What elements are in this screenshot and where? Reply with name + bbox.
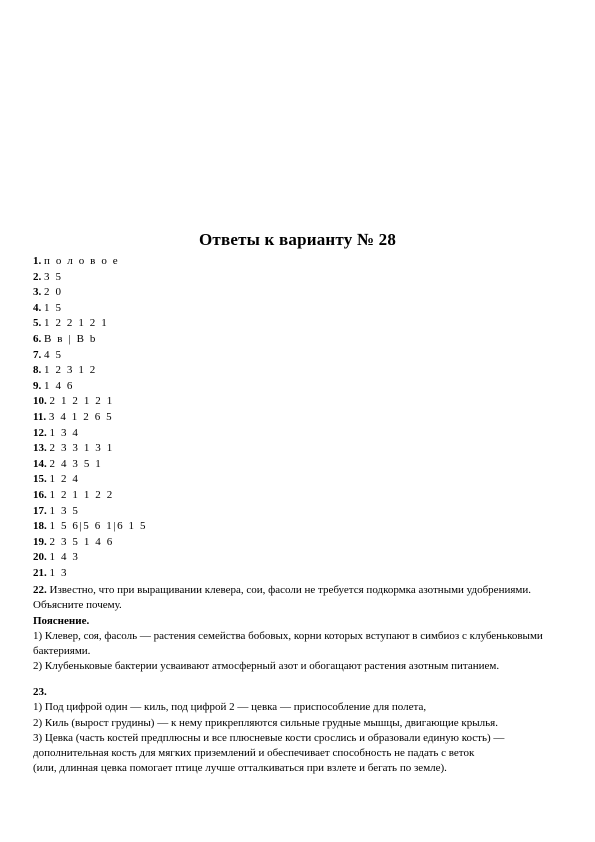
answer-value: В в | В b [44,332,97,345]
answer-value: п о л о в о е [44,255,120,267]
answer-row [33,394,573,410]
answer-number: 2. [33,270,42,283]
answer-value: 3 5 [44,270,63,283]
answer-number: 14. [33,457,47,470]
answer-value: 2 3 5 1 4 6 [49,535,114,548]
explanation-label: Пояснение. [33,614,90,627]
explanation-point: 1) Клевер, соя, фасоль — растения семейства бобовых, корни которых вступают в симбиоз с клубеньковыми бактериями. [33,629,543,658]
answer-number: 19. [33,535,47,548]
answer-row [33,285,573,301]
answer-value: 1 2 2 1 2 1 [44,317,109,330]
answer-row [33,348,573,364]
answer-row [33,472,573,488]
answer-value: 2 0 [44,286,63,299]
answer-number: 18. [33,520,47,533]
answer-row [33,301,573,317]
answer-value: 1 5 6|5 6 1|6 1 5 [49,520,148,533]
answer-number: 16. [33,488,47,501]
answer-number: 8. [33,364,42,377]
answer-value: 1 2 4 [49,473,80,486]
question-text: Известно, что при выращивании клевера, сои, фасоли не требуется подкормка азотными удобрениями. Объясните почему. [33,584,531,612]
answer-value: 1 3 [49,566,69,579]
explanation-point: 2) Клубеньковые бактерии усваивают атмосферный азот и обогащают растения азотным питанием. [33,660,500,673]
answer-value: 2 4 3 5 1 [49,457,103,470]
answer-number: 11. [33,410,47,423]
answer-row [33,379,573,395]
answer-value: 2 3 3 1 3 1 [49,442,114,455]
page-title: Ответы к варианту № 28 [198,230,397,249]
answer-row [33,488,573,504]
answer-value: 1 3 5 [49,504,80,517]
answer-number: 1. [33,255,42,267]
answer-number: 4. [33,301,42,314]
answer-number: 17. [33,504,47,517]
answer-point: (или, длинная цевка помогает птице лучше отталкиваться при взлете и бегать по земле). [33,762,447,775]
answer-row [33,535,573,551]
question-number: 22. [33,584,47,596]
answer-value: 1 4 3 [49,551,80,564]
answer-value: 1 5 [44,301,63,314]
answer-row [33,410,573,426]
answer-value: 2 1 2 1 2 1 [49,395,114,408]
answer-number: 9. [33,379,42,392]
answer-row [33,519,573,535]
answer-number: 13. [33,442,47,455]
answer-row [33,550,573,566]
answer-point: 1) Под цифрой один — киль, под цифрой 2 — цевка — приспособление для полета, [33,701,427,714]
answer-number: 20. [33,551,47,564]
answer-number: 21. [33,566,47,579]
answers-list [33,254,573,581]
answer-row [33,270,573,286]
answer-number: 5. [33,317,42,330]
answer-row [33,363,573,379]
question-number: 23. [33,686,47,698]
answer-number: 12. [33,426,47,439]
answer-value: 1 2 1 1 2 2 [49,488,114,501]
answer-row [33,316,573,332]
answer-number: 10. [33,395,47,408]
answer-number: 15. [33,473,47,486]
answer-point: 2) Киль (вырост грудины) — к нему прикрепляются сильные грудные мышцы, двигающие крылья. [33,716,498,729]
answer-value: 1 3 4 [49,426,80,439]
answer-value: 4 5 [44,348,63,361]
answer-row [33,441,573,457]
answer-number: 3. [33,286,42,299]
question-22-block [33,583,578,675]
question-23-block [33,685,578,777]
answer-row [33,457,573,473]
answer-row [33,504,573,520]
question-22-text [33,583,578,614]
answer-number: 7. [33,348,42,361]
answer-value: 3 4 1 2 6 5 [48,410,114,423]
answer-point: 3) Цевка (часть костей предплюсны и все плюсневые кости срослись и образовали единую кость) — дополнительная кость для мягких приземлений и обеспечивает способность не падать с веток [33,731,505,760]
answer-value: 1 2 3 1 2 [44,364,97,377]
answer-number: 6. [33,332,42,345]
answer-row [33,426,573,442]
answer-row [33,566,573,582]
answer-row [33,254,573,270]
answer-value: 1 4 6 [44,379,74,392]
answer-row [33,332,573,348]
